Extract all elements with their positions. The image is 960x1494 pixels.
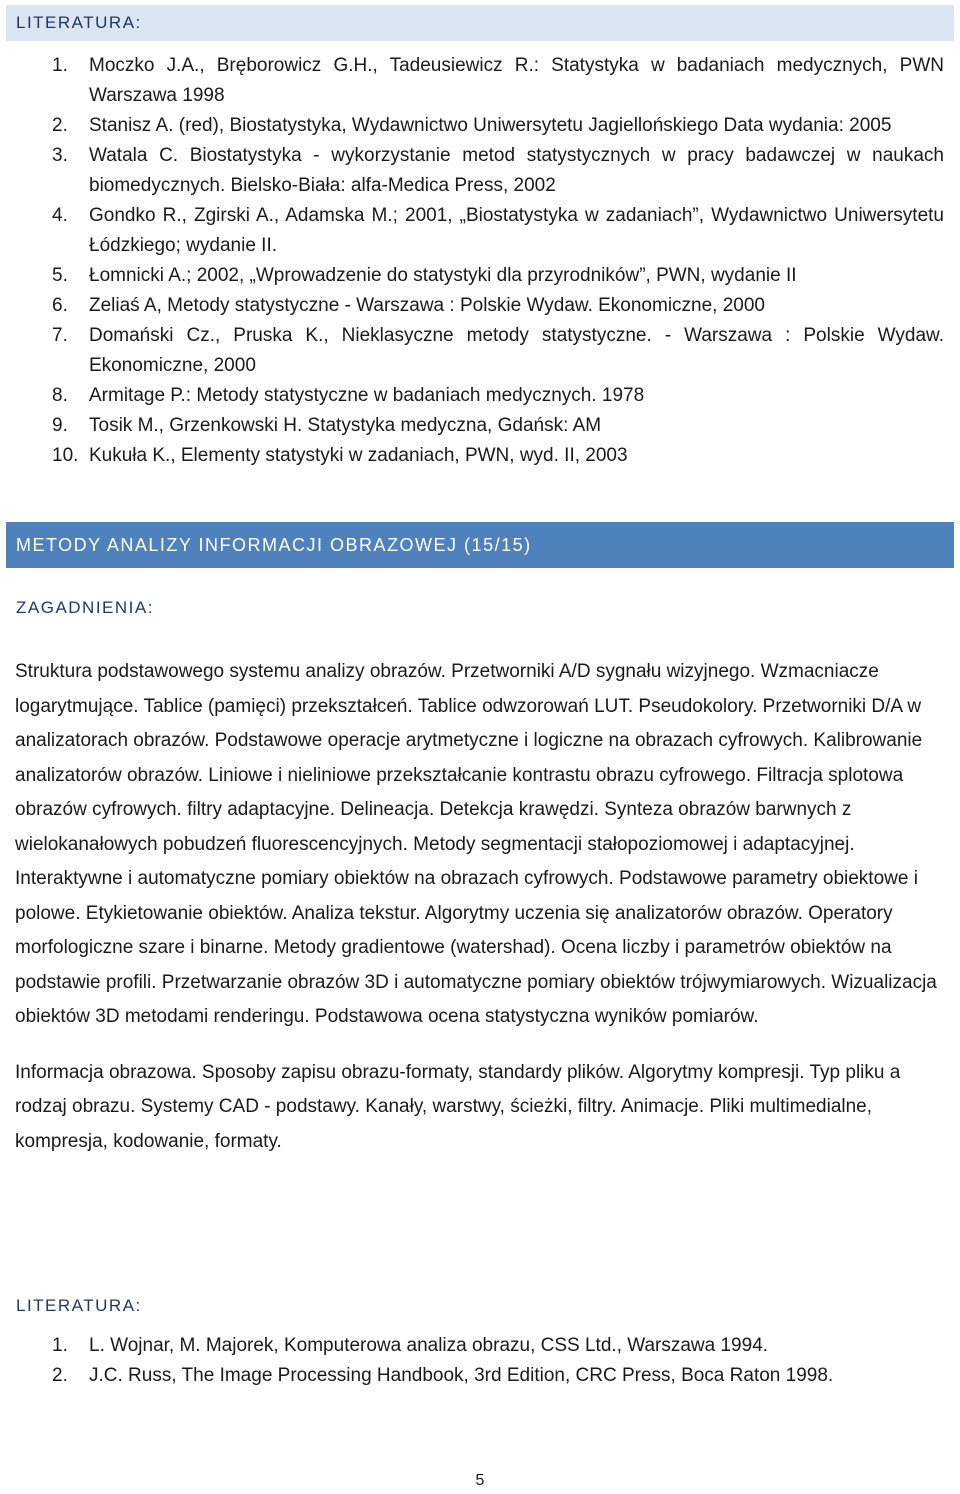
list-item-text: Kukuła K., Elementy statystyki w zadaniach, PWN, wyd. II, 2003: [89, 445, 628, 466]
list-item: [0, 291, 944, 321]
list-item-number: 8.: [52, 385, 68, 406]
list-item: [0, 1361, 944, 1391]
list-item-text: Tosik M., Grzenkowski H. Statystyka medyczna, Gdańsk: AM: [89, 415, 602, 436]
list-item-text: J.C. Russ, The Image Processing Handbook, 3rd Edition, CRC Press, Boca Raton 1998.: [89, 1365, 834, 1386]
list-item: [0, 111, 944, 141]
list-item-text: Watala C. Biostatystyka - wykorzystanie metod statystycznych w pracy badawczej w naukach biomedycznych. Bielsko-Biała: alfa-Medica Press, 2002: [89, 145, 944, 196]
list-item-number: 4.: [52, 205, 68, 226]
literature-heading: LITERATURA:: [16, 1296, 142, 1315]
list-item-text: Domański Cz., Pruska K., Nieklasyczne metody statystyczne. - Warszawa : Polskie Wydaw. Ekonomiczne, 2000: [89, 325, 944, 376]
section-title: METODY ANALIZY INFORMACJI OBRAZOWEJ (15/15): [6, 522, 954, 568]
literature-list: [0, 1331, 944, 1391]
list-item-text: Armitage P.: Metody statystyczne w badaniach medycznych. 1978: [89, 385, 645, 406]
list-item-number: 7.: [52, 325, 68, 346]
list-item-number: 2.: [52, 1365, 68, 1386]
topics-body: [15, 655, 950, 1159]
list-item: [0, 141, 944, 201]
list-item: [0, 411, 944, 441]
list-item-number: 3.: [52, 145, 68, 166]
literature-heading: LITERATURA:: [6, 5, 954, 41]
list-item-text: Zeliaś A, Metody statystyczne - Warszawa : Polskie Wydaw. Ekonomiczne, 2000: [89, 295, 766, 316]
list-item: [0, 381, 944, 411]
list-item-text: Łomnicki A.; 2002, „Wprowadzenie do statystyki dla przyrodników”, PWN, wydanie II: [89, 265, 797, 286]
page-number: 5: [475, 1472, 485, 1489]
list-item: [0, 51, 944, 111]
list-item: [0, 201, 944, 261]
list-item-text: L. Wojnar, M. Majorek, Komputerowa analiza obrazu, CSS Ltd., Warszawa 1994.: [89, 1335, 769, 1356]
list-item-number: 9.: [52, 415, 68, 436]
list-item-number: 5.: [52, 265, 68, 286]
list-item-number: 1.: [52, 55, 68, 76]
list-item-number: 6.: [52, 295, 68, 316]
list-item: [0, 1331, 944, 1361]
topics-paragraph: Informacja obrazowa. Sposoby zapisu obrazu-formaty, standardy plików. Algorytmy kompresji. Typ pliku a rodzaj obrazu. Systemy CAD - podstawy. Kanały, warstwy, ścieżki, filtry. Animacje. Pliki multimedialne, kompresja, kodowanie, formaty.: [15, 1061, 901, 1152]
list-item-number: 2.: [52, 115, 68, 136]
list-item: [0, 441, 944, 471]
literature-list: [0, 51, 944, 471]
list-item-number: 10.: [52, 445, 79, 466]
list-item-text: Stanisz A. (red), Biostatystyka, Wydawnictwo Uniwersytetu Jagiellońskiego Data wydania: 2005: [89, 115, 892, 136]
list-item-number: 1.: [52, 1335, 68, 1356]
topics-paragraph: Struktura podstawowego systemu analizy obrazów. Przetworniki A/D sygnału wizyjnego. Wzmacniacze logarytmujące. Tablice (pamięci) przekształceń. Tablice odwzorowań LUT. Pseudokolory. Przetworniki D/A w analizatorach obrazów. Podstawowe operacje arytmetyczne i logiczne na obrazach cyfrowych. Kalibrowanie analizatorów obrazów. Liniowe i nieliniowe przekształcanie kontrastu obrazu cyfrowego. Filtracja splotowa obrazów cyfrowych. filtry adaptacyjne. Delineacja. Detekcja krawędzi. Synteza obrazów barwnych z wielokanałowych pobudzeń fluorescencyjnych. Metody segmentacji stałopoziomowej i adaptacyjnej. Interaktywne i automatyczne pomiary obiektów na obrazach cyfrowych. Podstawowe parametry obiektowe i polowe. Etykietowanie obiektów. Analiza tekstur. Algorytmy uczenia się analizatorów obrazów. Operatory morfologiczne szare i binarne. Metody gradientowe (watershad). Ocena liczby i parametrów obiektów na podstawie profili. Przetwarzanie obrazów 3D i automatyczne pomiary obiektów trójwymiarowych. Wizualizacja obiektów 3D metodami renderingu. Podstawowa ocena statystyczna wyników pomiarów.: [15, 661, 937, 1027]
list-item: [0, 321, 944, 381]
list-item-text: Moczko J.A., Bręborowicz G.H., Tadeusiewicz R.: Statystyka w badaniach medycznych, PWN Warszawa 1998: [89, 55, 944, 106]
list-item-text: Gondko R., Zgirski A., Adamska M.; 2001, „Biostatystyka w zadaniach”, Wydawnictwo Uniwersytetu Łódzkiego; wydanie II.: [89, 205, 944, 256]
list-item: [0, 261, 944, 291]
topics-heading: ZAGADNIENIA:: [16, 598, 154, 617]
